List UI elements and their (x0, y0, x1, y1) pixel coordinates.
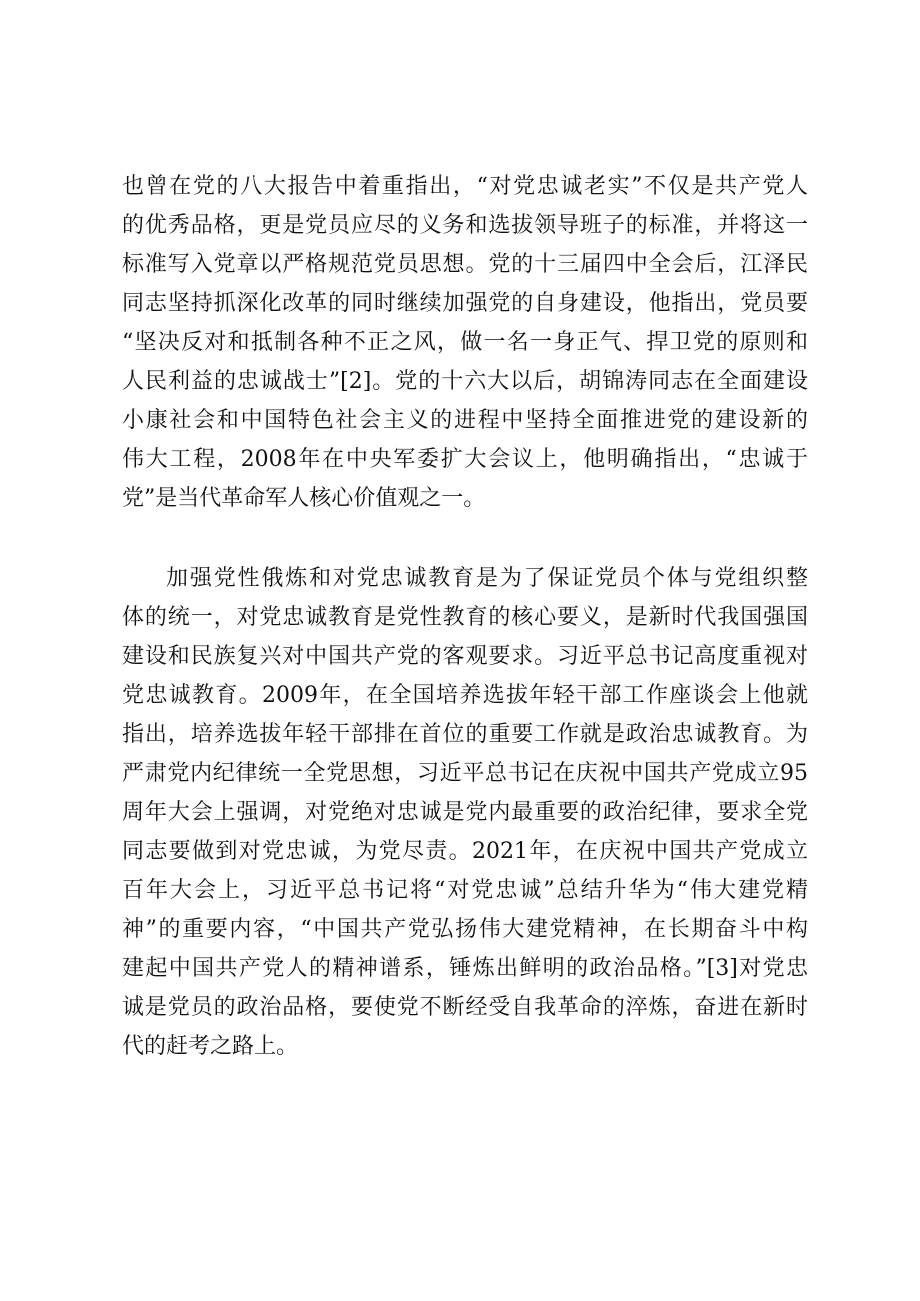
text-line: 周年大会上强调，对党绝对忠诚是党内最重要的政治纪律，要求全党 (122, 800, 808, 825)
text-line: 人民利益的忠诚战士”[2]。党的十六大以后，胡锦涛同志在全面建设 (122, 369, 808, 394)
text-line: 百年大会上，习近平总书记将“对党忠诚”总结升华为“伟大建党精 (122, 878, 808, 903)
text-line: 伟大工程，2008年在中央军委扩大会议上，他明确指出，“忠诚于 (122, 447, 808, 472)
text-line: 代的赶考之路上。 (122, 1034, 299, 1059)
text-line: 神”的重要内容，“中国共产党弘扬伟大建党精神，在长期奋斗中构 (122, 917, 808, 942)
paragraph-1 (122, 167, 808, 518)
text-line: 严肃党内纪律统一全党思想，习近平总书记在庆祝中国共产党成立95 (122, 761, 808, 786)
text-line: 建起中国共产党人的精神谱系，锤炼出鲜明的政治品格。”[3]对党忠 (122, 956, 808, 981)
text-line: 诚是党员的政治品格，要使党不断经受自我革命的淬炼，奋进在新时 (122, 995, 808, 1020)
text-line: 体的统一，对党忠诚教育是党性教育的核心要义，是新时代我国强国 (122, 605, 808, 630)
text-line: 党”是当代革命军人核心价值观之一。 (122, 486, 486, 511)
text-line: 也曾在党的八大报告中着重指出，“对党忠诚老实”不仅是共产党人 (122, 174, 808, 199)
text-line: 同志坚持抓深化改革的同时继续加强党的自身建设，他指出，党员要 (122, 291, 808, 316)
text-line: 指出，培养选拔年轻干部排在首位的重要工作就是政治忠诚教育。为 (122, 722, 808, 747)
text-line: 小康社会和中国特色社会主义的进程中坚持全面推进党的建设新的 (122, 408, 808, 433)
text-line: 同志要做到对党忠诚，为党尽责。2021年，在庆祝中国共产党成立 (122, 839, 808, 864)
text-line: 建设和民族复兴对中国共产党的客观要求。习近平总书记高度重视对 (122, 644, 808, 669)
text-line: 党忠诚教育。2009年，在全国培养选拔年轻干部工作座谈会上他就 (122, 683, 808, 708)
text-line: 的优秀品格，更是党员应尽的义务和选拔领导班子的标准，并将这一 (122, 213, 808, 238)
text-line: “坚决反对和抵制各种不正之风，做一名一身正气、捍卫党的原则和 (122, 330, 808, 355)
paragraph-2 (122, 559, 808, 1066)
text-line: 标准写入党章以严格规范党员思想。党的十三届四中全会后，江泽民 (122, 252, 808, 277)
text-line: 加强党性俄炼和对党忠诚教育是为了保证党员个体与党组织整 (166, 566, 808, 591)
